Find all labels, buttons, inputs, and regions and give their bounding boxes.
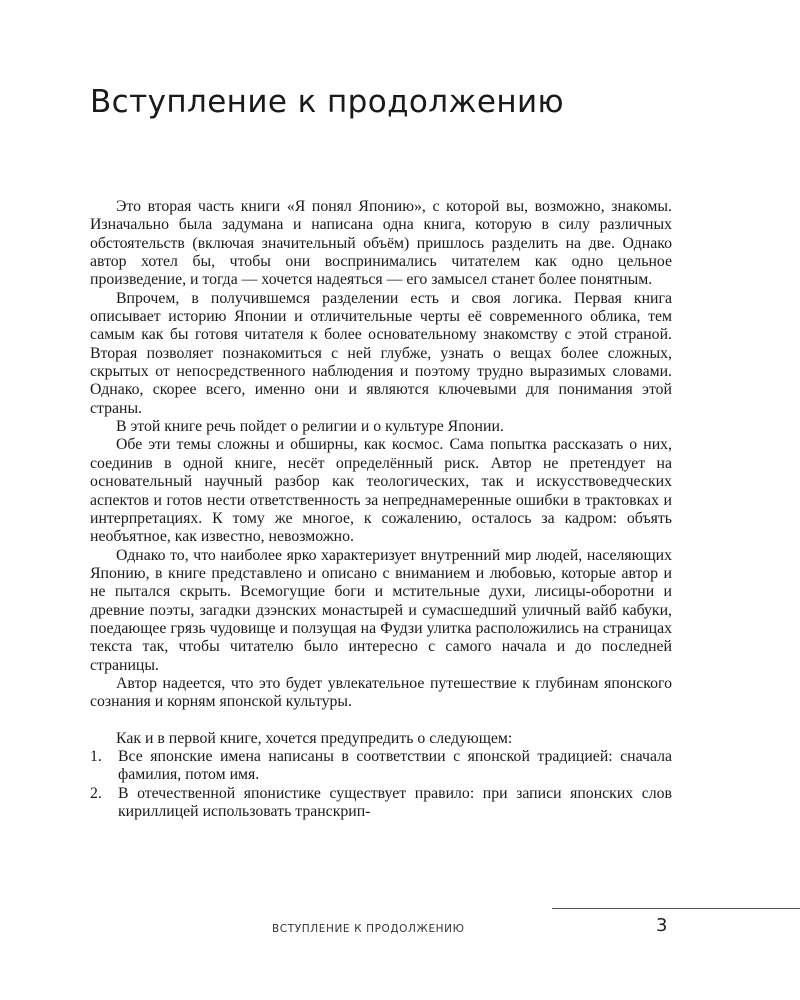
list-item-text: Все японские имена написаны в соответствии с японской традицией: сначала фамилия, потом имя. <box>118 747 672 784</box>
paragraph: Впрочем, в получившемся разделении есть и своя логика. Первая книга описывает историю Японии и отличительные черты её современного облика, тем самым как бы готовя читателя к более основательному знакомству с этой страной. Вторая позволяет познакомиться с ней глубже, узнать о вещах более сложных, скрытых от непосредственного наблюдения и поэтому трудно выразимых словами. Однако, скорее всего, именно они и являются ключевыми для понимания этой страны. <box>90 289 672 417</box>
paragraph: В этой книге речь пойдет о религии и о культуре Японии. <box>116 418 504 436</box>
list-item <box>90 785 672 822</box>
list-item-number: 2. <box>90 784 102 802</box>
list-item-number: 1. <box>90 747 102 765</box>
paragraph: Автор надеется, что это будет увлекательное путешествие к глубинам японского сознания и корням японской культуры. <box>90 674 672 711</box>
paragraph-gap <box>90 712 672 730</box>
list-item-text: В отечественной японистике существует правило: при записи японских слов кириллицей использовать транскрип- <box>118 784 672 820</box>
list-intro: Как и в первой книге, хочется предупредить о следующем: <box>116 729 513 747</box>
paragraph: Однако то, что наиболее ярко характеризует внутренний мир людей, населяющих Японию, в книге представлено и описано с вниманием и любовью, которые автор и не пытался скрыть. Всемогущие боги и мстительные духи, лисицы-оборотни и древние поэты, загадки дзэнских монастырей и сумасшедший уличный вайб кабуки, поедающее грязь чудовище и ползущая на Фудзи улитка расположились на страницах текста так, чтобы читателю было интересно с самого начала и до последней страницы. <box>90 546 672 674</box>
page-number: 3 <box>656 915 668 936</box>
footer-divider <box>552 908 800 909</box>
running-footer-title: ВСТУПЛЕНИЕ К ПРОДОЛЖЕНИЮ <box>272 923 465 935</box>
paragraph: Это вторая часть книги «Я понял Японию», с которой вы, возможно, знакомы. Изначально была задумана и написана одна книга, которую в силу различных обстоятельств (включая значительный объём) пришлось разделить на две. Однако автор хотел бы, чтобы они воспринимались читателем как одно цельное произведение, и тогда — хочется надеяться — его замысел станет более понятным. <box>90 198 672 289</box>
chapter-body <box>90 198 672 821</box>
chapter-title: Вступление к продолжению <box>90 84 565 120</box>
paragraph: Обе эти темы сложны и обширны, как космос. Сама попытка рассказать о них, соединив в одной книге, несёт определённый риск. Автор не претендует на основательный научный разбор как теологических, так и искусствоведческих аспектов и готов нести ответственность за непреднамеренные ошибки в трактовках и интерпретациях. К тому же многое, к сожалению, осталось за кадром: объять необъятное, как известно, невозможно. <box>90 436 672 546</box>
list-item <box>90 748 672 785</box>
notes-list <box>90 748 672 821</box>
